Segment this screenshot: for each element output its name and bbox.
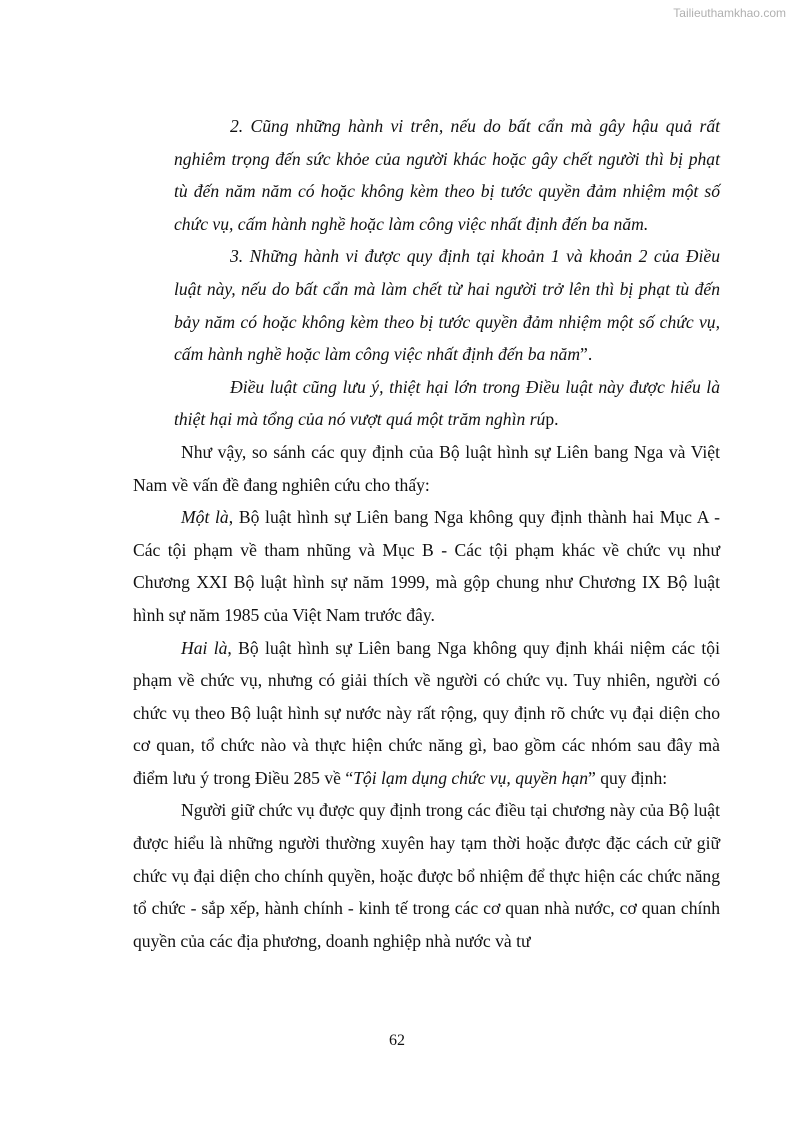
quote-paragraph-3 (174, 240, 720, 370)
page-number: 62 (389, 1032, 405, 1049)
point-one-paragraph (133, 501, 720, 631)
intro-paragraph: Như vậy, so sánh các quy định của Bộ luật hình sự Liên bang Nga và Việt Nam về vấn đề đang nghiên cứu cho thấy: (133, 441, 720, 495)
quoted-article (133, 110, 720, 436)
point-two-text: , Bộ luật hình sự Liên bang Nga không quy định khái niệm các tội phạm về chức vụ, nhưng có giải thích về người có chức vụ. Tuy nhiên, người có chức vụ theo Bộ luật hình sự nước này rất rộng, quy định rõ chức vụ đại diện cho cơ quan, tổ chức nào và thực hiện chức năng gì, bao gồm các nhóm sau đây mà điểm lưu ý trong Điều 285 về “ (133, 637, 720, 788)
point-one-text: , Bộ luật hình sự Liên bang Nga không quy định thành hai Mục A - Các tội phạm về tham nhũng và Mục B - Các tội phạm khác về chức vụ như Chương XXI Bộ luật hình sự năm 1999, mà gộp chung như Chương IX Bộ luật hình sự năm 1985 của Việt Nam trước đây. (133, 507, 720, 625)
point-two-label: Hai là (181, 637, 228, 658)
point-two-end: ” quy định: (588, 767, 668, 788)
definition-paragraph: Người giữ chức vụ được quy định trong các điều tại chương này của Bộ luật được hiểu là những người thường xuyên hay tạm thời hoặc được đặc cách cử giữ chức vụ đại diện cho chính quyền, hoặc được bổ nhiệm để thực hiện các chức năng tổ chức - sắp xếp, hành chính - kinh tế trong các cơ quan nhà nước, cơ quan chính quyền của các địa phương, doanh nghiệp nhà nước và tư (133, 800, 720, 951)
quote-note-end: p. (545, 409, 559, 430)
watermark-text: Tailieuthamkhao.com (673, 6, 786, 20)
point-two-paragraph (133, 632, 720, 795)
quote-note-text: Điều luật cũng lưu ý, thiệt hại lớn trong Điều luật này được hiểu là thiệt hại mà tổng của nó vượt quá một trăm nghìn rú (174, 376, 720, 430)
quote-paragraph-3-text: 3. Những hành vi được quy định tại khoản 1 và khoản 2 của Điều luật này, nếu do bất cẩn mà làm chết từ hai người trở lên thì bị phạt tù đến bảy năm có hoặc không kèm theo bị tước quyền đảm nhiệm một số chức vụ, cấm hành nghề hoặc làm công việc nhất định đến ba năm (174, 246, 720, 365)
quote-paragraph-2: 2. Cũng những hành vi trên, nếu do bất cẩn mà gây hậu quả rất nghiêm trọng đến sức khỏe của người khác hoặc gây chết người thì bị phạt tù đến năm năm có hoặc không kèm theo bị tước quyền đảm nhiệm một số chức vụ, cấm hành nghề hoặc làm công việc nhất định đến ba năm. (174, 116, 720, 234)
point-one-label: Một là (181, 507, 229, 528)
quote-paragraph-3-end: ”. (580, 344, 593, 365)
quote-note (174, 371, 720, 436)
body-text (133, 436, 720, 958)
page-content (133, 110, 720, 957)
article-title: Tội lạm dụng chức vụ, quyền hạn (353, 767, 588, 788)
